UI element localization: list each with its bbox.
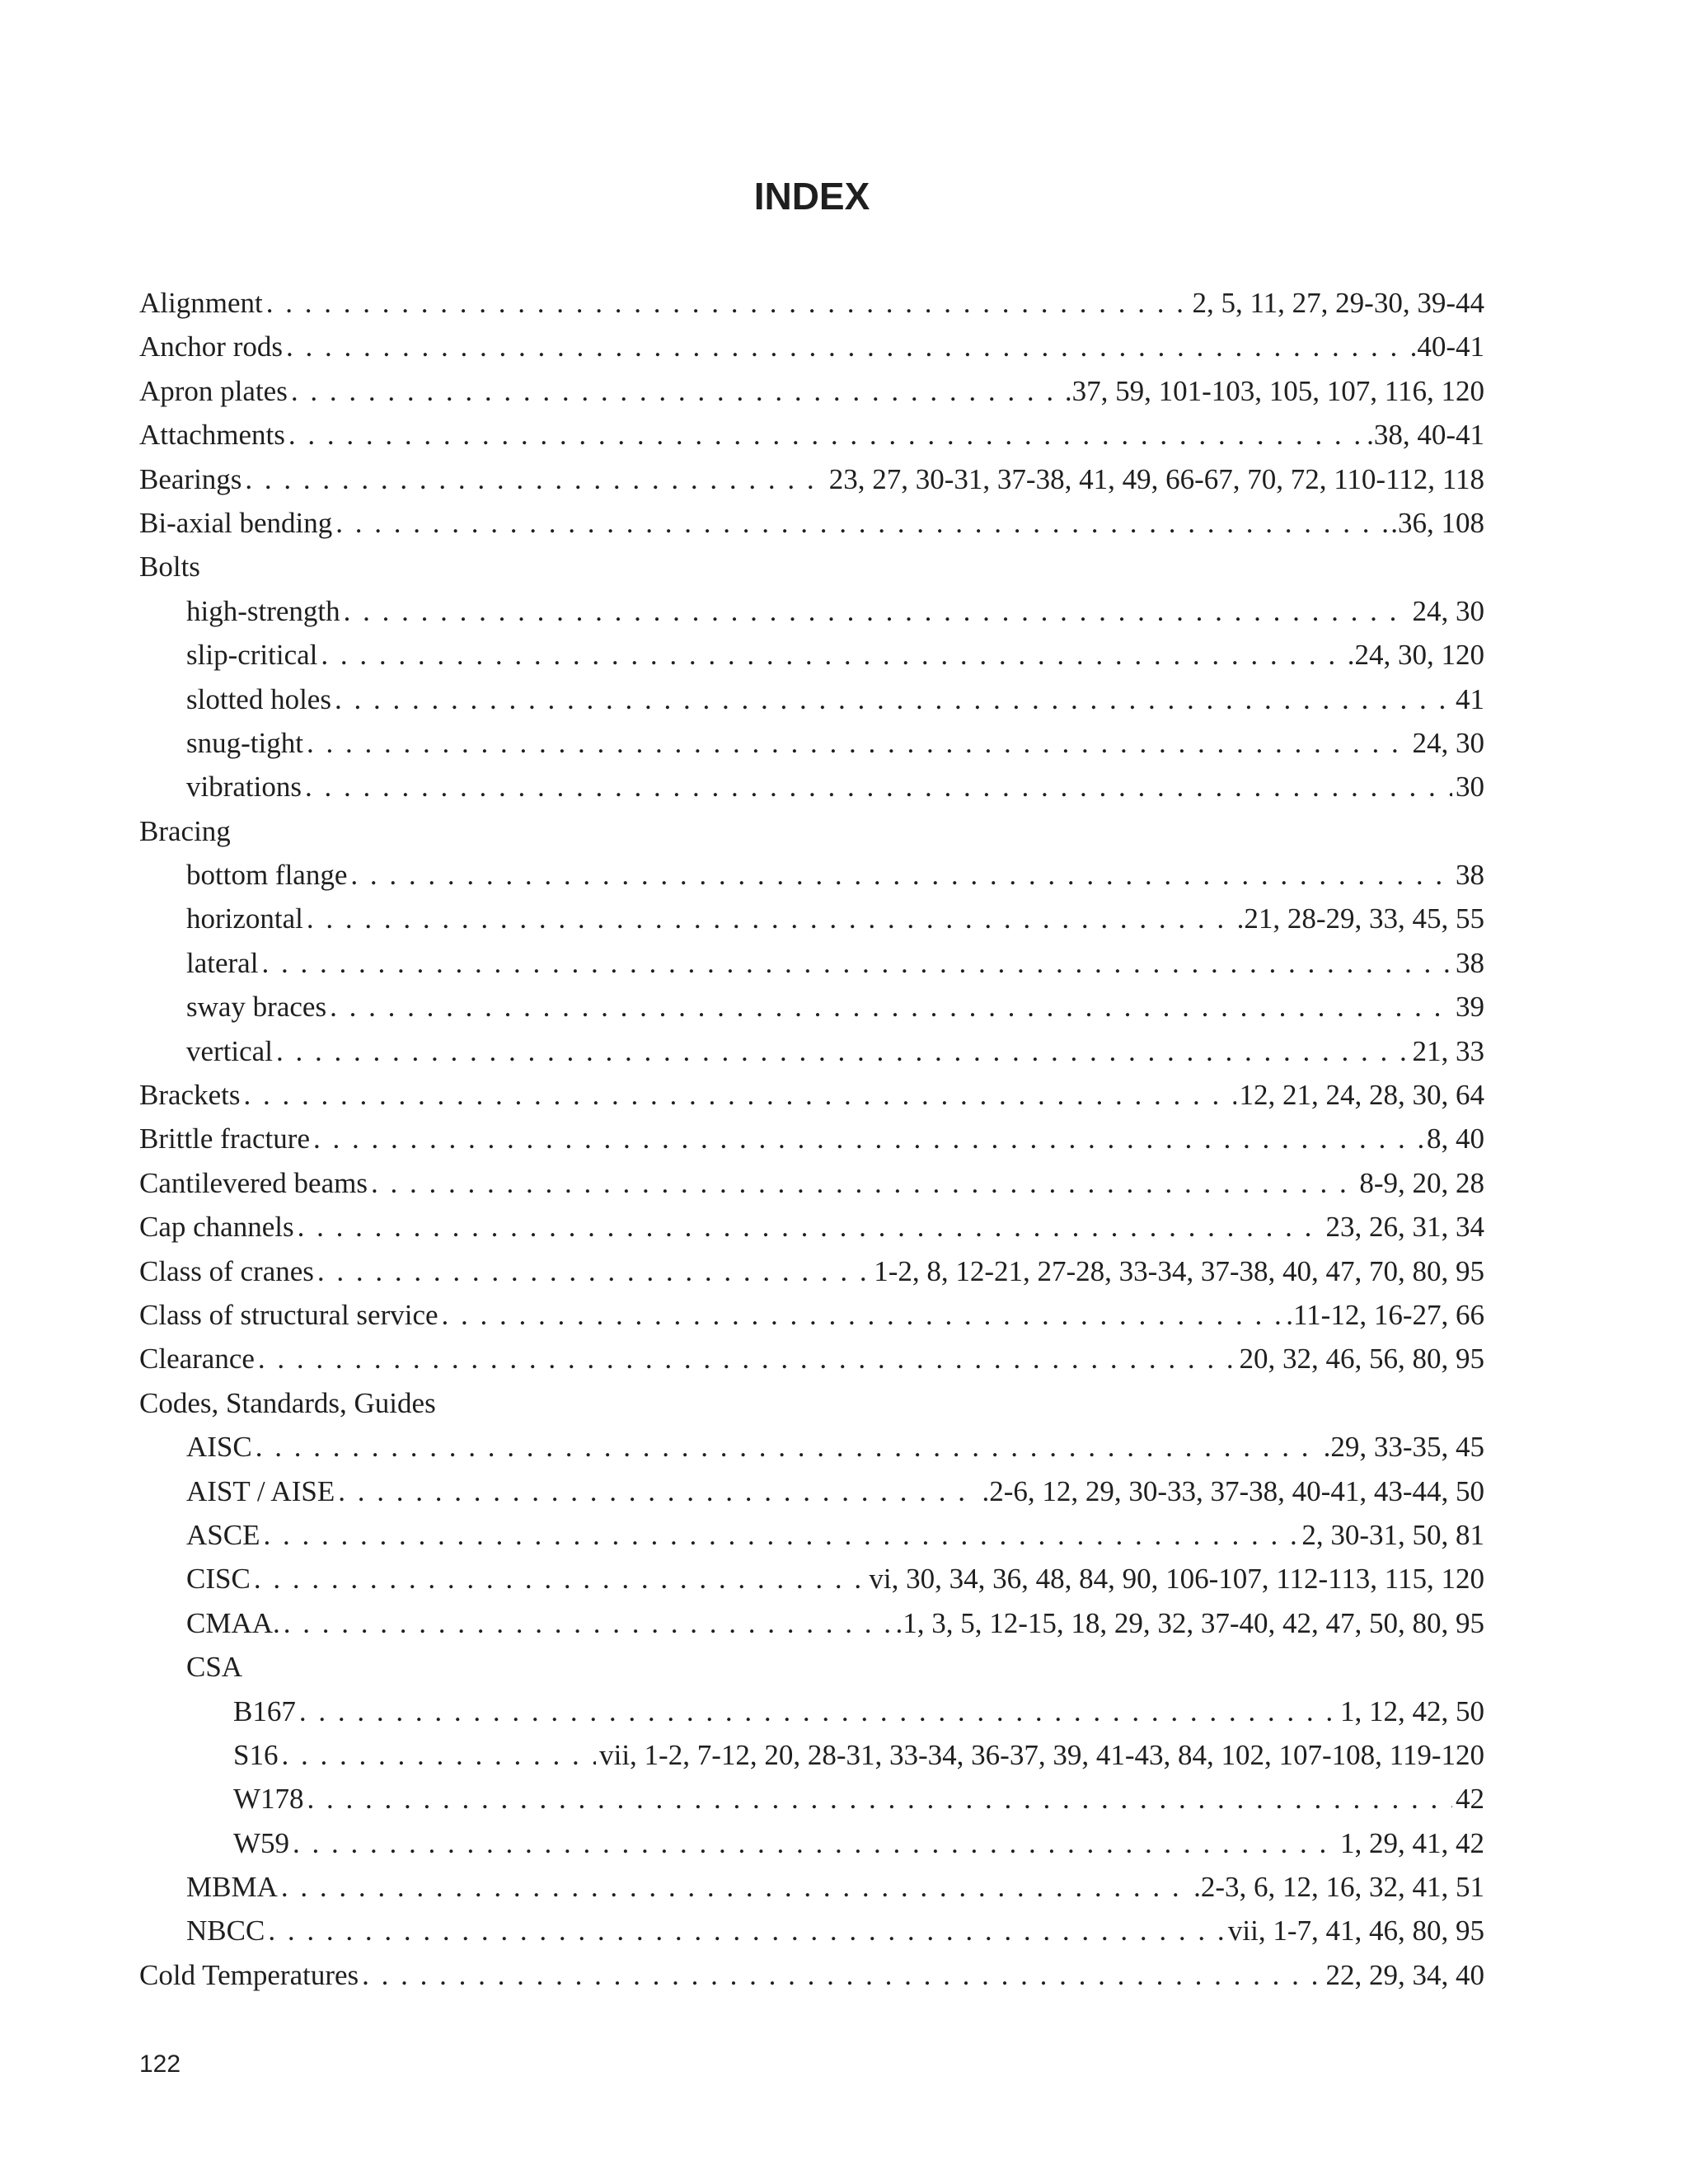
index-page-refs: .40-41 <box>1409 330 1484 363</box>
index-page-refs: 39 <box>1456 991 1484 1024</box>
dot-leader <box>321 633 1343 677</box>
index-page-refs: .37, 59, 101-103, 105, 107, 116, 120 <box>1064 374 1484 407</box>
index-page-refs: 42 <box>1456 1783 1484 1816</box>
page-number: 122 <box>139 2050 181 2078</box>
index-page-refs: vi, 30, 34, 36, 48, 84, 90, 106-107, 112-113, 115, 120 <box>869 1563 1484 1596</box>
index-page-refs: .38, 40-41 <box>1367 419 1484 452</box>
index-subentry <box>139 1029 1484 1073</box>
index-page-refs: 1-2, 8, 12-21, 27-28, 33-34, 37-38, 40, 47, 70, 80, 95 <box>874 1254 1484 1287</box>
index-entry <box>139 325 1484 368</box>
index-page-refs: 20, 32, 46, 56, 80, 95 <box>1239 1343 1484 1376</box>
dot-leader <box>256 1425 1320 1469</box>
index-subentry <box>139 765 1484 808</box>
index-term: Class of cranes <box>139 1254 314 1287</box>
index-term: slip-critical <box>186 639 318 672</box>
dot-leader <box>442 1293 1283 1337</box>
dot-leader <box>288 413 1363 457</box>
dot-leader <box>268 1909 1225 1952</box>
dot-leader <box>307 721 1409 765</box>
index-term: W59 <box>233 1826 290 1859</box>
dot-leader <box>362 1953 1322 1997</box>
index-entry <box>139 1161 1484 1205</box>
index-term: Bracing <box>139 814 231 847</box>
index-term: AISC <box>186 1431 252 1464</box>
index-term: NBCC <box>186 1915 265 1947</box>
index-subentry <box>139 1821 1484 1865</box>
dot-leader <box>307 1777 1452 1821</box>
index-subentry <box>139 677 1484 721</box>
index-entry <box>139 1249 1484 1293</box>
index-page-refs: 30 <box>1456 771 1484 804</box>
index-subentry <box>139 1425 1484 1469</box>
index-page-refs: 12, 21, 24, 28, 30, 64 <box>1239 1079 1484 1112</box>
dot-leader <box>305 765 1452 808</box>
index-page-refs: vii, 1-7, 41, 46, 80, 95 <box>1227 1915 1484 1947</box>
index-entry <box>139 1117 1484 1160</box>
index-term: CSA <box>186 1651 243 1684</box>
index-entry <box>139 1073 1484 1117</box>
index-term: lateral <box>186 946 259 979</box>
index-subentry <box>139 941 1484 985</box>
index-term: sway braces <box>186 991 327 1024</box>
index-page-refs: .21, 28-29, 33, 45, 55 <box>1236 902 1484 935</box>
index-page-refs: .1, 3, 5, 12-15, 18, 29, 32, 37-40, 42, 47, 50, 80, 95 <box>895 1606 1484 1639</box>
index-subentry <box>139 1513 1484 1557</box>
dot-leader <box>281 1865 1190 1909</box>
index-subentry <box>139 1645 1484 1689</box>
index-term: W178 <box>233 1783 304 1816</box>
index-page-refs: 24, 30 <box>1412 594 1484 627</box>
index-page-refs: 41 <box>1456 682 1484 715</box>
index-page-refs: 23, 26, 31, 34 <box>1325 1211 1484 1244</box>
index-subentry <box>139 1865 1484 1909</box>
dot-leader <box>286 325 1407 368</box>
index-page-refs: 38 <box>1456 859 1484 892</box>
index-entry <box>139 1293 1484 1337</box>
index-term: Anchor rods <box>139 330 283 363</box>
index-term: AIST / AISE <box>186 1474 335 1507</box>
index-page-refs: 21, 33 <box>1412 1034 1484 1067</box>
index-entry <box>139 545 1484 588</box>
index-term: MBMA <box>186 1871 278 1904</box>
index-term: slotted holes <box>186 682 331 715</box>
index-entry <box>139 1205 1484 1249</box>
index-page-refs: 24, 30 <box>1412 726 1484 759</box>
index-term: Cantilevered beams <box>139 1166 368 1199</box>
dot-leader <box>299 1690 1337 1733</box>
index-term: B167 <box>233 1694 296 1727</box>
index-term: Bearings <box>139 462 242 495</box>
dot-leader <box>293 1821 1337 1865</box>
index-term: ASCE <box>186 1518 260 1551</box>
dot-leader <box>330 985 1452 1029</box>
index-entry <box>139 1337 1484 1380</box>
index-page-refs: 2, 5, 11, 27, 29-30, 39-44 <box>1192 287 1484 319</box>
dot-leader <box>243 1073 1236 1117</box>
dot-leader <box>344 589 1409 633</box>
index-entry <box>139 413 1484 457</box>
index-term: Bolts <box>139 551 200 583</box>
index-page-refs: vii, 1-2, 7-12, 20, 28-31, 33-34, 36-37, 39, 41-43, 84, 102, 107-108, 119-120 <box>599 1738 1484 1771</box>
index-page-refs: .36, 108 <box>1390 506 1484 539</box>
index-entry <box>139 1381 1484 1425</box>
index-term: vibrations <box>186 771 302 804</box>
dot-leader <box>254 1557 866 1601</box>
dot-leader <box>307 897 1234 940</box>
dot-leader <box>371 1161 1356 1205</box>
index-subentry <box>139 1601 1484 1645</box>
dot-leader <box>350 853 1452 897</box>
dot-leader <box>266 281 1189 325</box>
index-page-refs: 1, 29, 41, 42 <box>1340 1826 1484 1859</box>
dot-leader <box>276 1029 1409 1073</box>
index-page-refs: 22, 29, 34, 40 <box>1325 1958 1484 1991</box>
index-entry <box>139 281 1484 325</box>
index-term: Brittle fracture <box>139 1122 310 1155</box>
index-subentry <box>139 1909 1484 1952</box>
page-title: INDEX <box>753 175 870 218</box>
dot-leader <box>284 1601 893 1645</box>
dot-leader <box>281 1733 596 1777</box>
index-term: snug-tight <box>186 726 303 759</box>
index-page-refs: 8, 40 <box>1427 1122 1484 1155</box>
index-subentry <box>139 589 1484 633</box>
dot-leader <box>298 1205 1323 1249</box>
index-page-refs: .2-3, 6, 12, 16, 32, 41, 51 <box>1193 1871 1484 1904</box>
index-page-refs: .24, 30, 120 <box>1347 639 1484 672</box>
dot-leader <box>291 369 1062 413</box>
index-subentry <box>139 633 1484 677</box>
dot-leader <box>263 1513 1298 1557</box>
index-page-refs: 23, 27, 30-31, 37-38, 41, 49, 66-67, 70, 72, 110-112, 118 <box>828 462 1484 495</box>
index-entry-list <box>139 281 1484 1997</box>
index-term: Class of structural service <box>139 1298 438 1331</box>
index-term: vertical <box>186 1034 273 1067</box>
index-subentry <box>139 897 1484 940</box>
index-term: horizontal <box>186 902 303 935</box>
index-term: S16 <box>233 1738 279 1771</box>
index-subentry <box>139 1557 1484 1601</box>
index-subentry <box>139 721 1484 765</box>
index-entry <box>139 809 1484 853</box>
index-page-refs: 2, 30-31, 50, 81 <box>1301 1518 1484 1551</box>
index-entry <box>139 369 1484 413</box>
index-term: Bi-axial bending <box>139 506 333 539</box>
index-entry <box>139 457 1484 501</box>
index-page-refs: 38 <box>1456 946 1484 979</box>
dot-leader <box>317 1249 870 1293</box>
index-entry <box>139 1953 1484 1997</box>
dot-leader <box>338 1469 978 1513</box>
index-term: Codes, Standards, Guides <box>139 1386 436 1419</box>
index-term: Attachments <box>139 419 285 452</box>
dot-leader <box>335 677 1452 721</box>
index-page-refs: .2-6, 12, 29, 30-33, 37-38, 40-41, 43-44, 50 <box>982 1474 1484 1507</box>
index-page-refs: 8-9, 20, 28 <box>1359 1166 1484 1199</box>
index-term: Apron plates <box>139 374 288 407</box>
index-page-refs: .29, 33-35, 45 <box>1323 1431 1484 1464</box>
index-subentry <box>139 1733 1484 1777</box>
index-subentry <box>139 853 1484 897</box>
index-term: Cap channels <box>139 1211 294 1244</box>
dot-leader <box>261 941 1452 985</box>
index-subentry <box>139 985 1484 1029</box>
index-term: Cold Temperatures <box>139 1958 359 1991</box>
index-page-refs: .11-12, 16-27, 66 <box>1286 1298 1484 1331</box>
index-term: CISC <box>186 1563 251 1596</box>
index-term: CMAA. <box>186 1606 280 1639</box>
index-entry <box>139 501 1484 545</box>
dot-leader <box>258 1337 1236 1380</box>
index-term: Clearance <box>139 1343 255 1376</box>
dot-leader <box>335 501 1387 545</box>
index-term: bottom flange <box>186 859 348 892</box>
index-term: Brackets <box>139 1079 241 1112</box>
index-page-refs: 1, 12, 42, 50 <box>1340 1694 1484 1727</box>
index-term: high-strength <box>186 594 340 627</box>
index-term: Alignment <box>139 287 263 319</box>
dot-leader <box>245 457 825 501</box>
index-subentry <box>139 1777 1484 1821</box>
index-subentry <box>139 1469 1484 1513</box>
index-subentry <box>139 1690 1484 1733</box>
dot-leader <box>313 1117 1423 1160</box>
